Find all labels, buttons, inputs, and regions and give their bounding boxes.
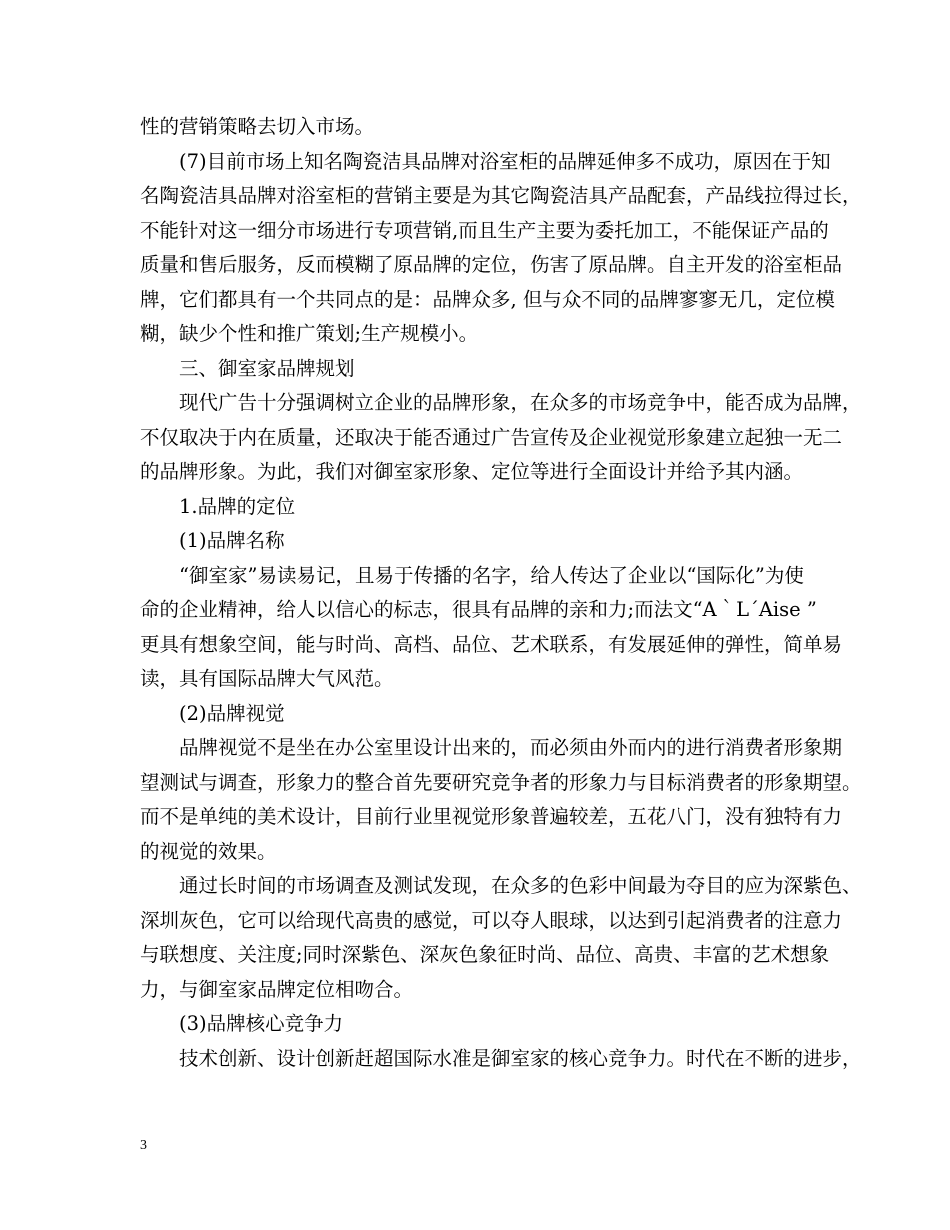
text-line: 现代广告十分强调树立企业的品牌形象，在众多的市场竞争中，能否成为品牌， (179, 391, 862, 414)
text-line: 技术创新、设计创新赶超国际水准是御室家的核心竞争力。时代在不断的进步， (179, 1046, 862, 1070)
text-line: 的品牌形象。为此，我们对御室家形象、定位等进行全面设计并给予其内涵。 (140, 460, 804, 483)
text-line: (7)目前市场上知名陶瓷洁具品牌对浴室柜的品牌延伸多不成功，原因在于知 (179, 149, 831, 173)
text-line: “御室家”易读易记，且易于传播的名字，给人传达了企业以“国际化”为使 (179, 563, 804, 587)
text-line: 命的企业精神，给人以信心的标志，很具有品牌的亲和力;而法文“A｀L´Aise ” (140, 598, 817, 621)
text-line: 品牌视觉不是坐在办公室里设计出来的，而必须由外而内的进行消费者形象期 (179, 736, 843, 759)
text-line: (3)品牌核心竞争力 (179, 1012, 344, 1035)
document-body (140, 110, 862, 1076)
text-line: 糊，缺少个性和推广策划;生产规模小。 (140, 322, 479, 345)
text-line: 质量和售后服务，反而模糊了原品牌的定位，伤害了原品牌。自主开发的浴室柜品 (140, 253, 843, 276)
text-line: 不仅取决于内在质量，还取决于能否通过广告宣传及企业视觉形象建立起独一无二 (140, 425, 843, 449)
text-line: 牌，它们都具有一个共同点的是：品牌众多, 但与众不同的品牌寥寥无几，定位模 (140, 287, 835, 311)
text-line: 更具有想象空间，能与时尚、高档、品位、艺术联系，有发展延伸的弹性，简单易 (140, 632, 843, 656)
text-line: 而不是单纯的美术设计，目前行业里视觉形象普遍较差，五花八门，没有独特有力 (140, 805, 843, 828)
text-line: 与联想度、关注度;同时深紫色、深灰色象征时尚、品位、高贵、丰富的艺术想象 (140, 943, 830, 966)
text-line: 三、御室家品牌规划 (179, 356, 355, 380)
text-line: 的视觉的效果。 (140, 839, 277, 863)
text-line: 望测试与调查，形象力的整合首先要研究竞争者的形象力与目标消费者的形象期望。 (140, 770, 862, 794)
text-line: (1)品牌名称 (179, 529, 285, 552)
text-line: (2)品牌视觉 (179, 701, 285, 725)
text-line: 名陶瓷洁具品牌对浴室柜的营销主要是为其它陶瓷洁具产品配套，产品线拉得过长， (140, 184, 862, 207)
text-line: 1.品牌的定位 (179, 494, 296, 518)
text-line: 力，与御室家品牌定位相吻合。 (140, 977, 414, 1001)
text-line: 不能针对这一细分市场进行专项营销,而且生产主要为委托加工，不能保证产品的 (140, 218, 829, 242)
text-line: 性的营销策略去切入市场。 (140, 115, 375, 138)
text-line: 深圳灰色，它可以给现代高贵的感觉，可以夺人眼球，以达到引起消费者的注意力 (140, 908, 843, 932)
text-line: 读，具有国际品牌大气风范。 (140, 667, 394, 690)
page-number: 3 (140, 1138, 147, 1153)
text-line: 通过长时间的市场调查及测试发现，在众多的色彩中间最为夺目的应为深紫色、 (179, 874, 862, 897)
